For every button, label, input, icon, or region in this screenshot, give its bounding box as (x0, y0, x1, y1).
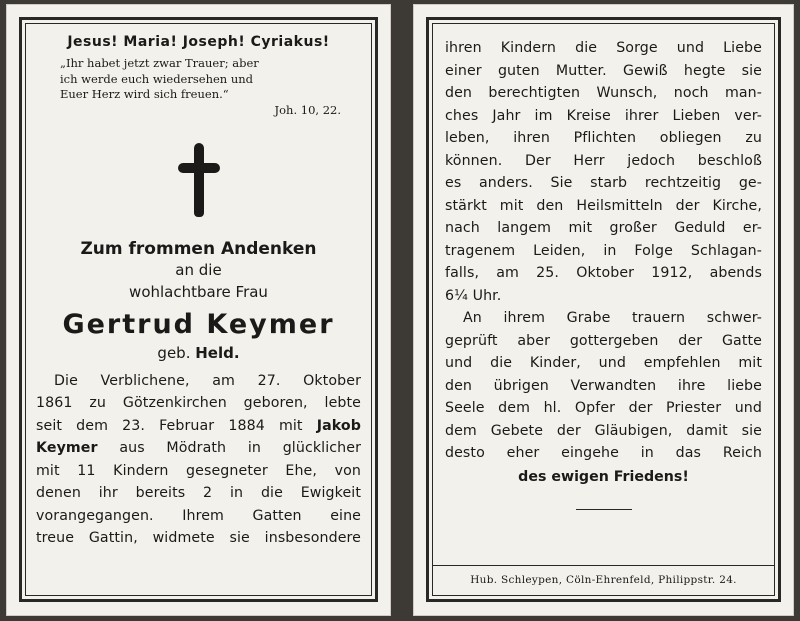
cross-icon (178, 143, 220, 217)
biography-text (36, 370, 361, 550)
text-line: treue Gattin, widmete sie insbesondere (36, 530, 361, 546)
right-card-content (433, 24, 774, 594)
text-line: seit dem 23. Februar 1884 mit Jakob (36, 417, 361, 434)
text-line: es anders. Sie starb rechtzeitig ge- (445, 175, 762, 191)
divider (576, 509, 632, 510)
maiden-name: Held. (195, 343, 240, 362)
quote-line: „Ihr habet jetzt zwar Trauer; aber (60, 56, 259, 70)
quote-line: Euer Herz wird sich freuen.“ (60, 87, 229, 101)
text-line: tragenem Leiden, in Folge Schlagan- (445, 242, 762, 259)
text-line: Seele dem hl. Opfer der Priester und (445, 400, 762, 416)
text-line: und die Kinder, und empfehlen mit (445, 355, 762, 371)
text-line: können. Der Herr jedoch beschloß (445, 152, 762, 169)
deceased-name: Gertrud Keymer (62, 308, 335, 340)
quote-line: ich werde euch wiedersehen und (60, 71, 254, 86)
text-line: denen ihr bereits 2 in die Ewigkeit (36, 485, 361, 501)
text-line: vorangegangen. Ihrem Gatten eine (36, 507, 361, 524)
quote-reference: Joh. 10, 22. (274, 102, 341, 117)
text-line: mit 11 Kindern gesegneter Ehe, von (36, 462, 361, 479)
text-line: einer guten Mutter. Gewiß hegte sie (445, 62, 762, 79)
text-line: dem Gebete der Gläubigen, damit sie (445, 422, 762, 439)
text-line: den berechtigten Wunsch, noch man- (445, 85, 762, 101)
honorific-line: wohlachtbare Frau (129, 282, 268, 301)
husband-first-name: Jakob (316, 417, 361, 434)
footer-rule (433, 565, 774, 566)
text-line: stärkt mit den Heilsmitteln der Kirche, (445, 197, 762, 214)
text-line: 6¼ Uhr. (445, 287, 502, 304)
left-card (6, 4, 391, 616)
right-card (413, 4, 794, 616)
text-line: den übrigen Verwandten ihre liebe (445, 377, 762, 394)
text-line: leben, ihren Pflichten obliegen zu (445, 130, 762, 146)
text-line: geprüft aber gottergeben der Gatte (445, 332, 762, 349)
text-line: An ihrem Grabe trauern schwer- (463, 310, 762, 326)
maiden-name-line (26, 344, 371, 362)
obituary-text (445, 37, 762, 465)
born-prefix: geb. (157, 343, 191, 362)
text-line: 1861 zu Götzenkirchen geboren, lebte (36, 395, 361, 411)
left-card-content (26, 24, 371, 594)
memorial-heading: Zum frommen Andenken (80, 238, 317, 259)
text-line: Die Verblichene, am 27. Oktober (54, 372, 361, 389)
text-line: nach langem mit großer Geduld er- (445, 220, 762, 236)
text-line: ihren Kindern die Sorge und Liebe (445, 40, 762, 56)
invocation-heading: Jesus! Maria! Joseph! Cyriakus! (67, 34, 330, 50)
text-line: ches Jahr im Kreise ihrer Lieben ver- (445, 107, 762, 124)
text-line: Keymer aus Mödrath in glücklicher (36, 440, 361, 456)
text-line: falls, am 25. Oktober 1912, abends (445, 265, 762, 281)
husband-last-name: Keymer (36, 440, 98, 456)
printer-imprint: Hub. Schleypen, Cöln-Ehrenfeld, Philippstr. 24. (470, 574, 737, 586)
text-line: desto eher eingehe in das Reich (445, 445, 762, 461)
an-die-line: an die (175, 260, 222, 279)
closing-line: des ewigen Friedens! (518, 468, 689, 485)
bible-quote (60, 56, 357, 103)
